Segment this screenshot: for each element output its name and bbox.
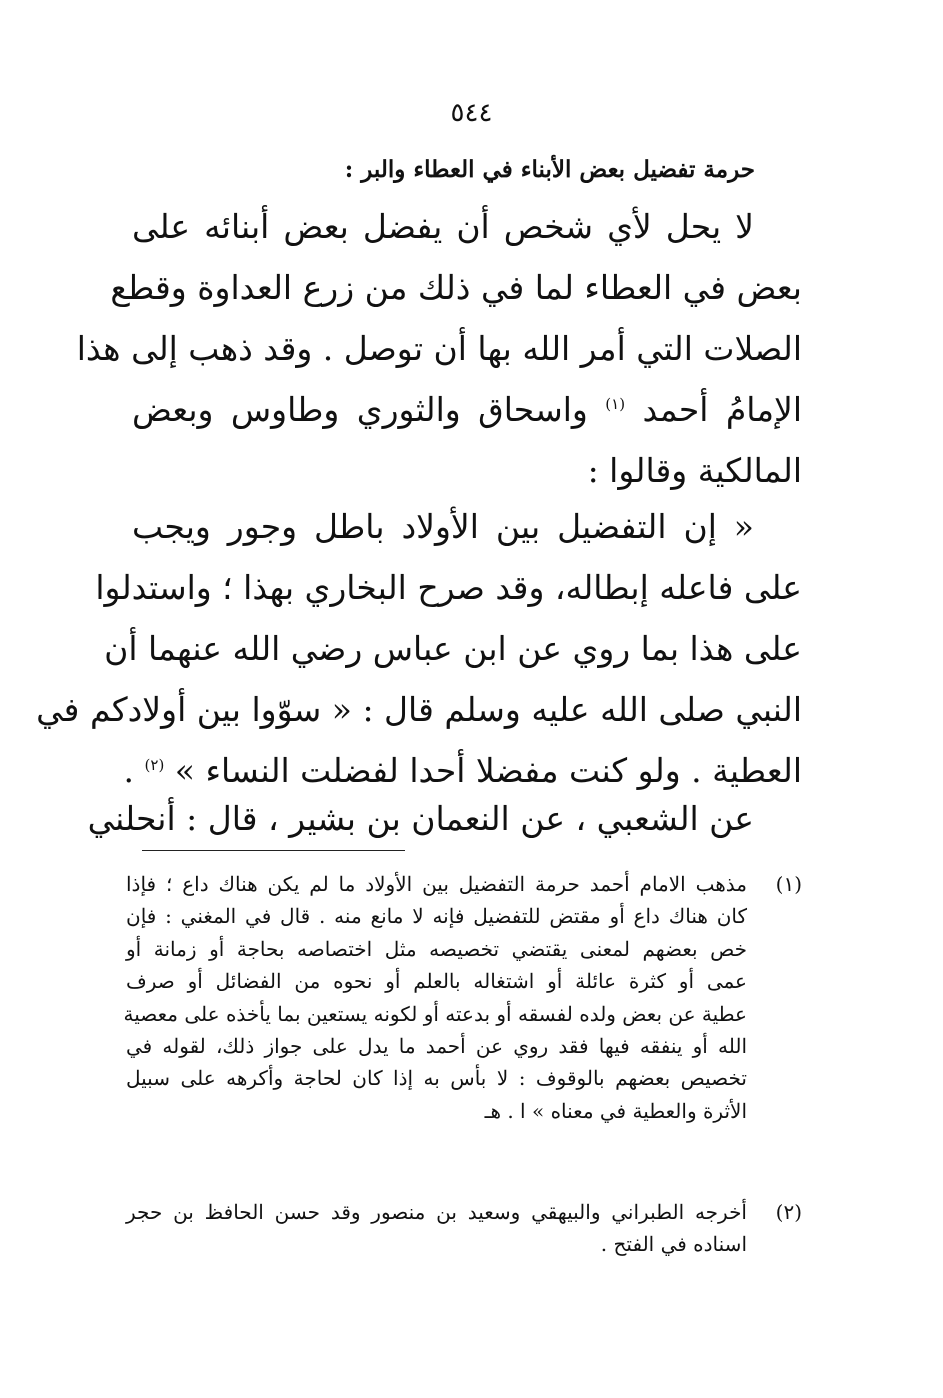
text-line: الصلات التي أمر الله بها أن توصل . وقد ذهب إلى هذا <box>76 329 802 368</box>
footnote-line: مذهب الامام أحمد حرمة التفضيل بين الأولاد ما لم يكن هناك داع ؛ فإذا <box>126 872 747 896</box>
footnote-line: الأثرة والعطية في معناه » ا . هـ <box>484 1098 747 1123</box>
paragraph-1 <box>76 196 803 501</box>
footnote-separator <box>142 850 405 851</box>
text-fragment: العطية . ولو كنت مفضلا أحدا لفضلت النساء » <box>174 751 802 790</box>
footnote-ref-1[interactable]: (١) <box>605 395 626 413</box>
footnote-marker: (١) <box>775 872 802 896</box>
text-fragment: الإمامُ أحمد <box>642 390 803 429</box>
footnote-ref-2[interactable]: (٢) <box>144 756 165 774</box>
text-line: عن الشعبي ، عن النعمان بن بشير ، قال : أنحلني <box>87 799 754 838</box>
paragraph-2 <box>36 496 802 801</box>
text-line: بعض في العطاء لما في ذلك من زرع العداوة وقطع <box>110 268 802 307</box>
footnote-line: خص بعضهم لمعنى يقتضي تخصيصه مثل اختصاصه بحاجة أو زمانة أو <box>126 936 747 961</box>
footnote-line: أخرجه الطبراني والبيهقي وسعيد بن منصور وقد حسن الحافظ بن حجر <box>126 1200 747 1224</box>
footnote-line: عطية عن بعض ولده لفسقه أو بدعته أو لكونه يستعين بما يأخذه على معصية <box>123 1001 747 1026</box>
footnote-body <box>126 1196 747 1261</box>
text-fragment: . <box>123 751 135 790</box>
footnote-line: عمى أو كثرة عائلة أو اشتغاله بالعلم أو نحوه من الفضائل أو صرف <box>126 969 747 994</box>
footnote-1 <box>123 868 802 1127</box>
footnote-line: اسناده في الفتح . <box>600 1232 747 1257</box>
text-fragment: واسحاق والثوري وطاوس وبعض <box>132 390 588 429</box>
footnote-marker: (٢) <box>775 1200 802 1224</box>
text-line: على هذا بما روي عن ابن عباس رضي الله عنهما أن <box>104 629 802 668</box>
footnote-2 <box>126 1196 802 1261</box>
text-line <box>132 379 802 440</box>
text-line: لا يحل لأي شخص أن يفضل بعض أبنائه على <box>132 207 754 246</box>
text-line: على فاعله إبطاله، وقد صرح البخاري بهذا ؛ واستدلوا <box>95 568 802 607</box>
footnote-line: تخصيص بعضهم بالوقوف : لا بأس به إذا كان لحاجة وأكرهه على سبيل <box>126 1066 747 1091</box>
page-number: ٥٤٤ <box>450 98 493 128</box>
footnote-line: كان هناك داع أو مقتض للتفضيل فإنه لا مانع منه . قال في المغني : فإن <box>126 904 748 929</box>
text-line: المالكية وقالوا : <box>587 451 802 490</box>
footnote-line: الله أو ينفقه فيها فقد روي عن أحمد ما يدل على جواز ذلك، لقوله في <box>126 1033 747 1058</box>
text-line: « إن التفضيل بين الأولاد باطل وجور ويجب <box>132 507 754 546</box>
text-line: النبي صلى الله عليه وسلم قال : « سوّوا بين أولادكم في <box>36 690 802 729</box>
paragraph-3 <box>87 788 802 849</box>
section-heading: حرمة تفضيل بعض الأبناء في العطاء والبر : <box>344 156 755 183</box>
footnote-body <box>123 868 748 1127</box>
